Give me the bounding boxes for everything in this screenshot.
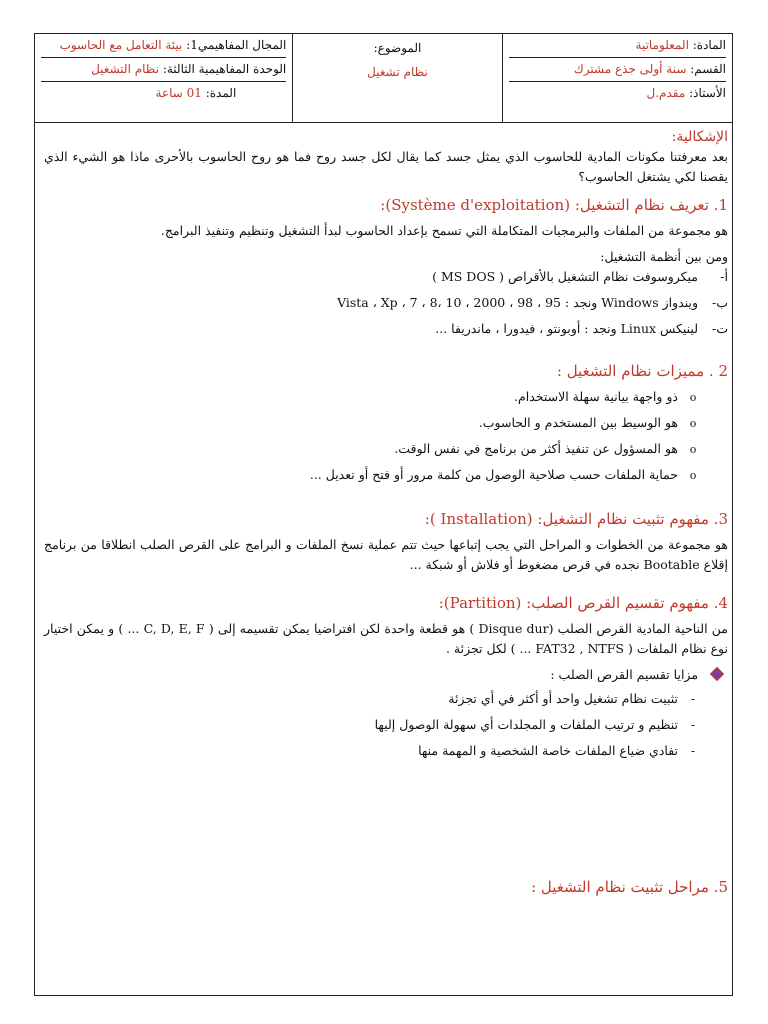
dash-marker: - [690,691,696,706]
duration-row [41,82,286,105]
unit-value: نظام التشغيل [91,62,159,76]
header-right-cell [502,34,732,123]
os-list-item [44,293,728,319]
problem-title: الإشكالية: [671,129,728,145]
advantage-item [44,689,728,715]
subject-value: المعلوماتية [635,38,689,52]
teacher-value: مقدم.ل [646,86,686,100]
duration-label: المدة: [205,86,237,100]
section1-title: 1. تعريف نظام التشغيل: (Système d'exploitation): [380,196,728,214]
os-text: ميكروسوفت نظام التشغيل بالأقراص ( MS DOS ) [432,269,698,284]
header-center-cell [293,34,502,123]
subject-row [509,34,726,58]
os-list-item [44,267,728,293]
teacher-row [509,82,726,105]
problem-text: بعد معرفتنا مكونات المادية للحاسوب الذي يمثل جسد كما يقال لكل جسد روح فما هو روح الحاسوب بالأحرى ماذا هو الشيء الذي يقصنا لكي يشتغل الحاسوب؟ [44,149,728,184]
advantages-heading [44,665,728,689]
section2-title: 2 . مميزات نظام التشغيل : [556,362,728,380]
dash-marker: - [690,743,696,758]
section4-text: من الناحية المادية القرص الصلب (Disque dur ) هو قطعة واحدة لكن افتراضيا يمكن تقسيمه إلى ( C, D, E, F ... ) و يمكن اختيار نوع نظام الملفات ( FAT32 , NTFS ... ) لكل تجزئة . [44,621,728,656]
section3-title: 3. مفهوم تثبيت نظام التشغيل: (Installation ): [424,510,728,528]
diamond-bullet-icon [710,667,724,681]
section1-intro: ومن بين أنظمة التشغيل: [600,249,728,264]
advantages-title: مزايا تقسيم القرص الصلب : [550,667,699,682]
duration-value: 01 ساعة [155,86,202,100]
header-table [34,33,733,123]
os-marker: أ- [720,269,728,284]
advantage-item [44,741,728,767]
domain-row [41,34,286,58]
feature-text: هو المسؤول عن تنفيذ أكثر من برنامج في نفس الوقت. [394,441,678,456]
section1-definition: هو مجموعة من الملفات والبرمجيات المتكاملة التي تسمح بإعداد الحاسوب لبدأ التشغيل وتنظيم وتنفيذ البرامج. [160,223,728,238]
os-marker: ت- [712,321,728,336]
feature-item [44,439,728,465]
circle-bullet-icon: o [689,417,697,430]
advantage-text: تفادي ضياع الملفات خاصة الشخصية و المهمة منها [418,743,678,758]
feature-text: حماية الملفات حسب صلاحية الوصول من كلمة مرور أو فتح أو تعديل ... [309,467,678,482]
domain-value: بيئة التعامل مع الحاسوب [59,38,183,52]
section5-title: 5. مراحل تثبيت نظام التشغيل : [531,878,728,896]
topic-value: نظام تشغيل [367,65,428,79]
advantage-text: تنظيم و ترتيب الملفات و المجلدات أي سهولة الوصول إليها [374,717,678,732]
section-value: سنة أولى جذع مشترك [573,62,687,76]
unit-label: الوحدة المفاهيمية الثالثة: [162,62,287,76]
section-row [509,58,726,82]
section4-title: 4. مفهوم تقسيم القرص الصلب: (Partition): [438,594,728,612]
section-label: القسم: [690,62,726,76]
unit-row [41,58,286,82]
topic-label: الموضوع: [373,41,422,55]
feature-item [44,413,728,439]
header-left-cell [35,34,293,123]
circle-bullet-icon: o [689,443,697,456]
circle-bullet-icon: o [689,391,697,404]
advantage-text: تثبيت نظام تشغيل واحد أو أكثر في أي تجزئة [448,691,678,706]
os-text: ويندواز Windows ونجد : 95 ، 98 ، 2000 ، 10 ،8 ، 7 ، Vista ، Xp [337,295,698,310]
section3-text: هو مجموعة من الخطوات و المراحل التي يجب إتباعها حيث تتم عملية نسخ الملفات و البرامج على القرص الصلب انطلاقا من برنامج إقلاع Bootable نجده في قرص مضغوط أو فلاش أو شبكة ... [44,537,728,572]
feature-text: هو الوسيط بين المستخدم و الحاسوب. [478,415,678,430]
feature-item [44,387,728,413]
dash-marker: - [690,717,696,732]
advantage-item [44,715,728,741]
os-text: لينيكس Linux ونجد : أوبونتو ، فيدورا ، ماندريفا ... [435,321,698,336]
content-body [44,123,728,903]
subject-label: المادة: [692,38,726,52]
feature-text: ذو واجهة بيانية سهلة الاستخدام. [514,389,678,404]
os-list-item [44,319,728,345]
os-marker: ب- [712,295,728,310]
domain-label: المجال المفاهيمي1: [186,38,287,52]
circle-bullet-icon: o [689,469,697,482]
feature-item [44,465,728,491]
teacher-label: الأستاذ: [689,86,726,100]
